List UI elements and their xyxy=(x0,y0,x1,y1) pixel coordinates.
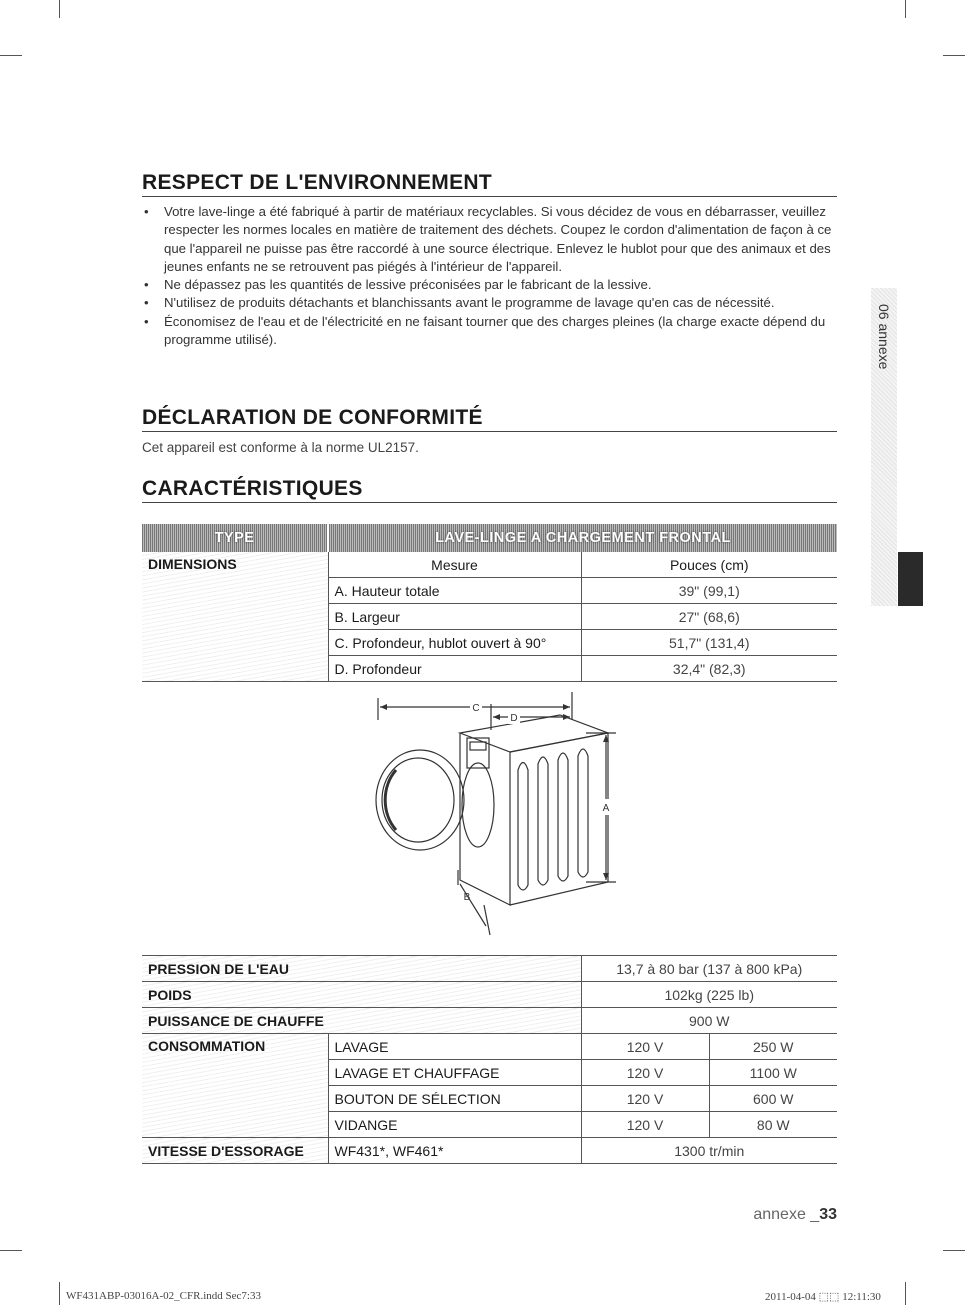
consumption-watt: 80 W xyxy=(709,1112,837,1138)
water-pressure-value: 13,7 à 80 bar (137 à 800 kPa) xyxy=(581,956,837,982)
spin-speed-models: WF431*, WF461* xyxy=(328,1138,581,1164)
type-value-header: LAVE-LINGE A CHARGEMENT FRONTAL xyxy=(328,524,837,552)
section-title-specs: CARACTÉRISTIQUES xyxy=(142,477,837,503)
footer-section-label: annexe _ xyxy=(753,1206,820,1223)
specs-table xyxy=(142,955,837,1164)
list-item: • N'utilisez de produits détachants et blanchissants avant le programme de lavage qu'en cas de nécessité. xyxy=(142,294,842,312)
consumption-volt: 120 V xyxy=(581,1034,709,1060)
consumption-watt: 600 W xyxy=(709,1086,837,1112)
consumption-volt: 120 V xyxy=(581,1112,709,1138)
page-number xyxy=(753,1206,837,1224)
chapter-tab-label: 06 annexe xyxy=(876,304,892,370)
crop-mark xyxy=(59,1282,60,1305)
print-date-info: 2011-04-04 ⬚⬚ 12:11:30 xyxy=(765,1291,881,1303)
dimension-name: B. Largeur xyxy=(328,604,581,630)
unit-column-header: Pouces (cm) xyxy=(581,552,837,578)
consumption-mode: LAVAGE xyxy=(328,1034,581,1060)
list-item: • Économisez de l'eau et de l'électricité en ne faisant tourner que des charges pleines (la charge exacte dépend du programme utilisé). xyxy=(142,313,842,350)
dimension-value: 32,4" (82,3) xyxy=(581,656,837,682)
dimension-value: 39" (99,1) xyxy=(581,578,837,604)
table-row xyxy=(142,956,837,982)
diagram-label-c: C xyxy=(472,703,480,714)
spin-speed-value: 1300 tr/min xyxy=(581,1138,837,1164)
heater-power-value: 900 W xyxy=(581,1008,837,1034)
section-title-conformity: DÉCLARATION DE CONFORMITÉ xyxy=(142,406,837,432)
diagram-label-d: D xyxy=(510,713,518,724)
table-header-row xyxy=(142,524,837,552)
dimension-name: D. Profondeur xyxy=(328,656,581,682)
dimensions-label: DIMENSIONS xyxy=(142,552,328,682)
chapter-tab-marker xyxy=(898,552,923,606)
crop-mark xyxy=(905,0,906,18)
consumption-label: CONSOMMATION xyxy=(142,1034,328,1138)
list-item: • Votre lave-linge a été fabriqué à partir de matériaux recyclables. Si vous décidez de vous en débarrasser, veuillez respecter les normes locales en matière de traitement des déchets. Coupez le cordon d'alimentation de façon à ce que l'appareil ne puisse pas être raccordé à une source électrique. Enlevez le hublot pour que des animaux et des jeunes enfants ne se retrouvent pas piégés à l'intérieur de l'appareil. xyxy=(142,203,842,276)
crop-mark xyxy=(0,55,22,56)
list-item: • Ne dépassez pas les quantités de lessive préconisées par le fabricant de la lessive. xyxy=(142,276,842,294)
consumption-mode: BOUTON DE SÉLECTION xyxy=(328,1086,581,1112)
table-row xyxy=(142,982,837,1008)
table-row xyxy=(142,1034,837,1060)
water-pressure-label: PRESSION DE L'EAU xyxy=(142,956,581,982)
consumption-volt: 120 V xyxy=(581,1086,709,1112)
print-file-info: WF431ABP-03016A-02_CFR.indd Sec7:33 xyxy=(66,1290,261,1302)
spin-speed-label: VITESSE D'ESSORAGE xyxy=(142,1138,328,1164)
consumption-mode: VIDANGE xyxy=(328,1112,581,1138)
dimension-value: 51,7" (131,4) xyxy=(581,630,837,656)
diagram-label-a: A xyxy=(602,803,610,814)
footer-page-number: 33 xyxy=(819,1206,837,1223)
dimensions-table xyxy=(142,524,837,682)
section-title-environment: RESPECT DE L'ENVIRONNEMENT xyxy=(142,171,837,197)
dimension-name: A. Hauteur totale xyxy=(328,578,581,604)
heater-power-label: PUISSANCE DE CHAUFFE xyxy=(142,1008,581,1034)
crop-mark xyxy=(59,0,60,18)
table-row xyxy=(142,1138,837,1164)
consumption-watt: 1100 W xyxy=(709,1060,837,1086)
environment-bullet-list xyxy=(142,203,842,349)
diagram-label-b: B xyxy=(463,892,471,903)
measure-column-header: Mesure xyxy=(328,552,581,578)
crop-mark xyxy=(943,1250,965,1251)
weight-value: 102kg (225 lb) xyxy=(581,982,837,1008)
washer-dimension-diagram xyxy=(360,690,630,945)
table-row xyxy=(142,1008,837,1034)
dimension-name: C. Profondeur, hublot ouvert à 90° xyxy=(328,630,581,656)
weight-label: POIDS xyxy=(142,982,581,1008)
consumption-watt: 250 W xyxy=(709,1034,837,1060)
table-row xyxy=(142,552,837,578)
type-header: TYPE xyxy=(142,524,328,552)
conformity-text: Cet appareil est conforme à la norme UL2157. xyxy=(142,440,419,455)
crop-mark xyxy=(905,1282,906,1305)
crop-mark xyxy=(943,55,965,56)
crop-mark xyxy=(0,1250,22,1251)
consumption-mode: LAVAGE ET CHAUFFAGE xyxy=(328,1060,581,1086)
dimension-value: 27" (68,6) xyxy=(581,604,837,630)
consumption-volt: 120 V xyxy=(581,1060,709,1086)
